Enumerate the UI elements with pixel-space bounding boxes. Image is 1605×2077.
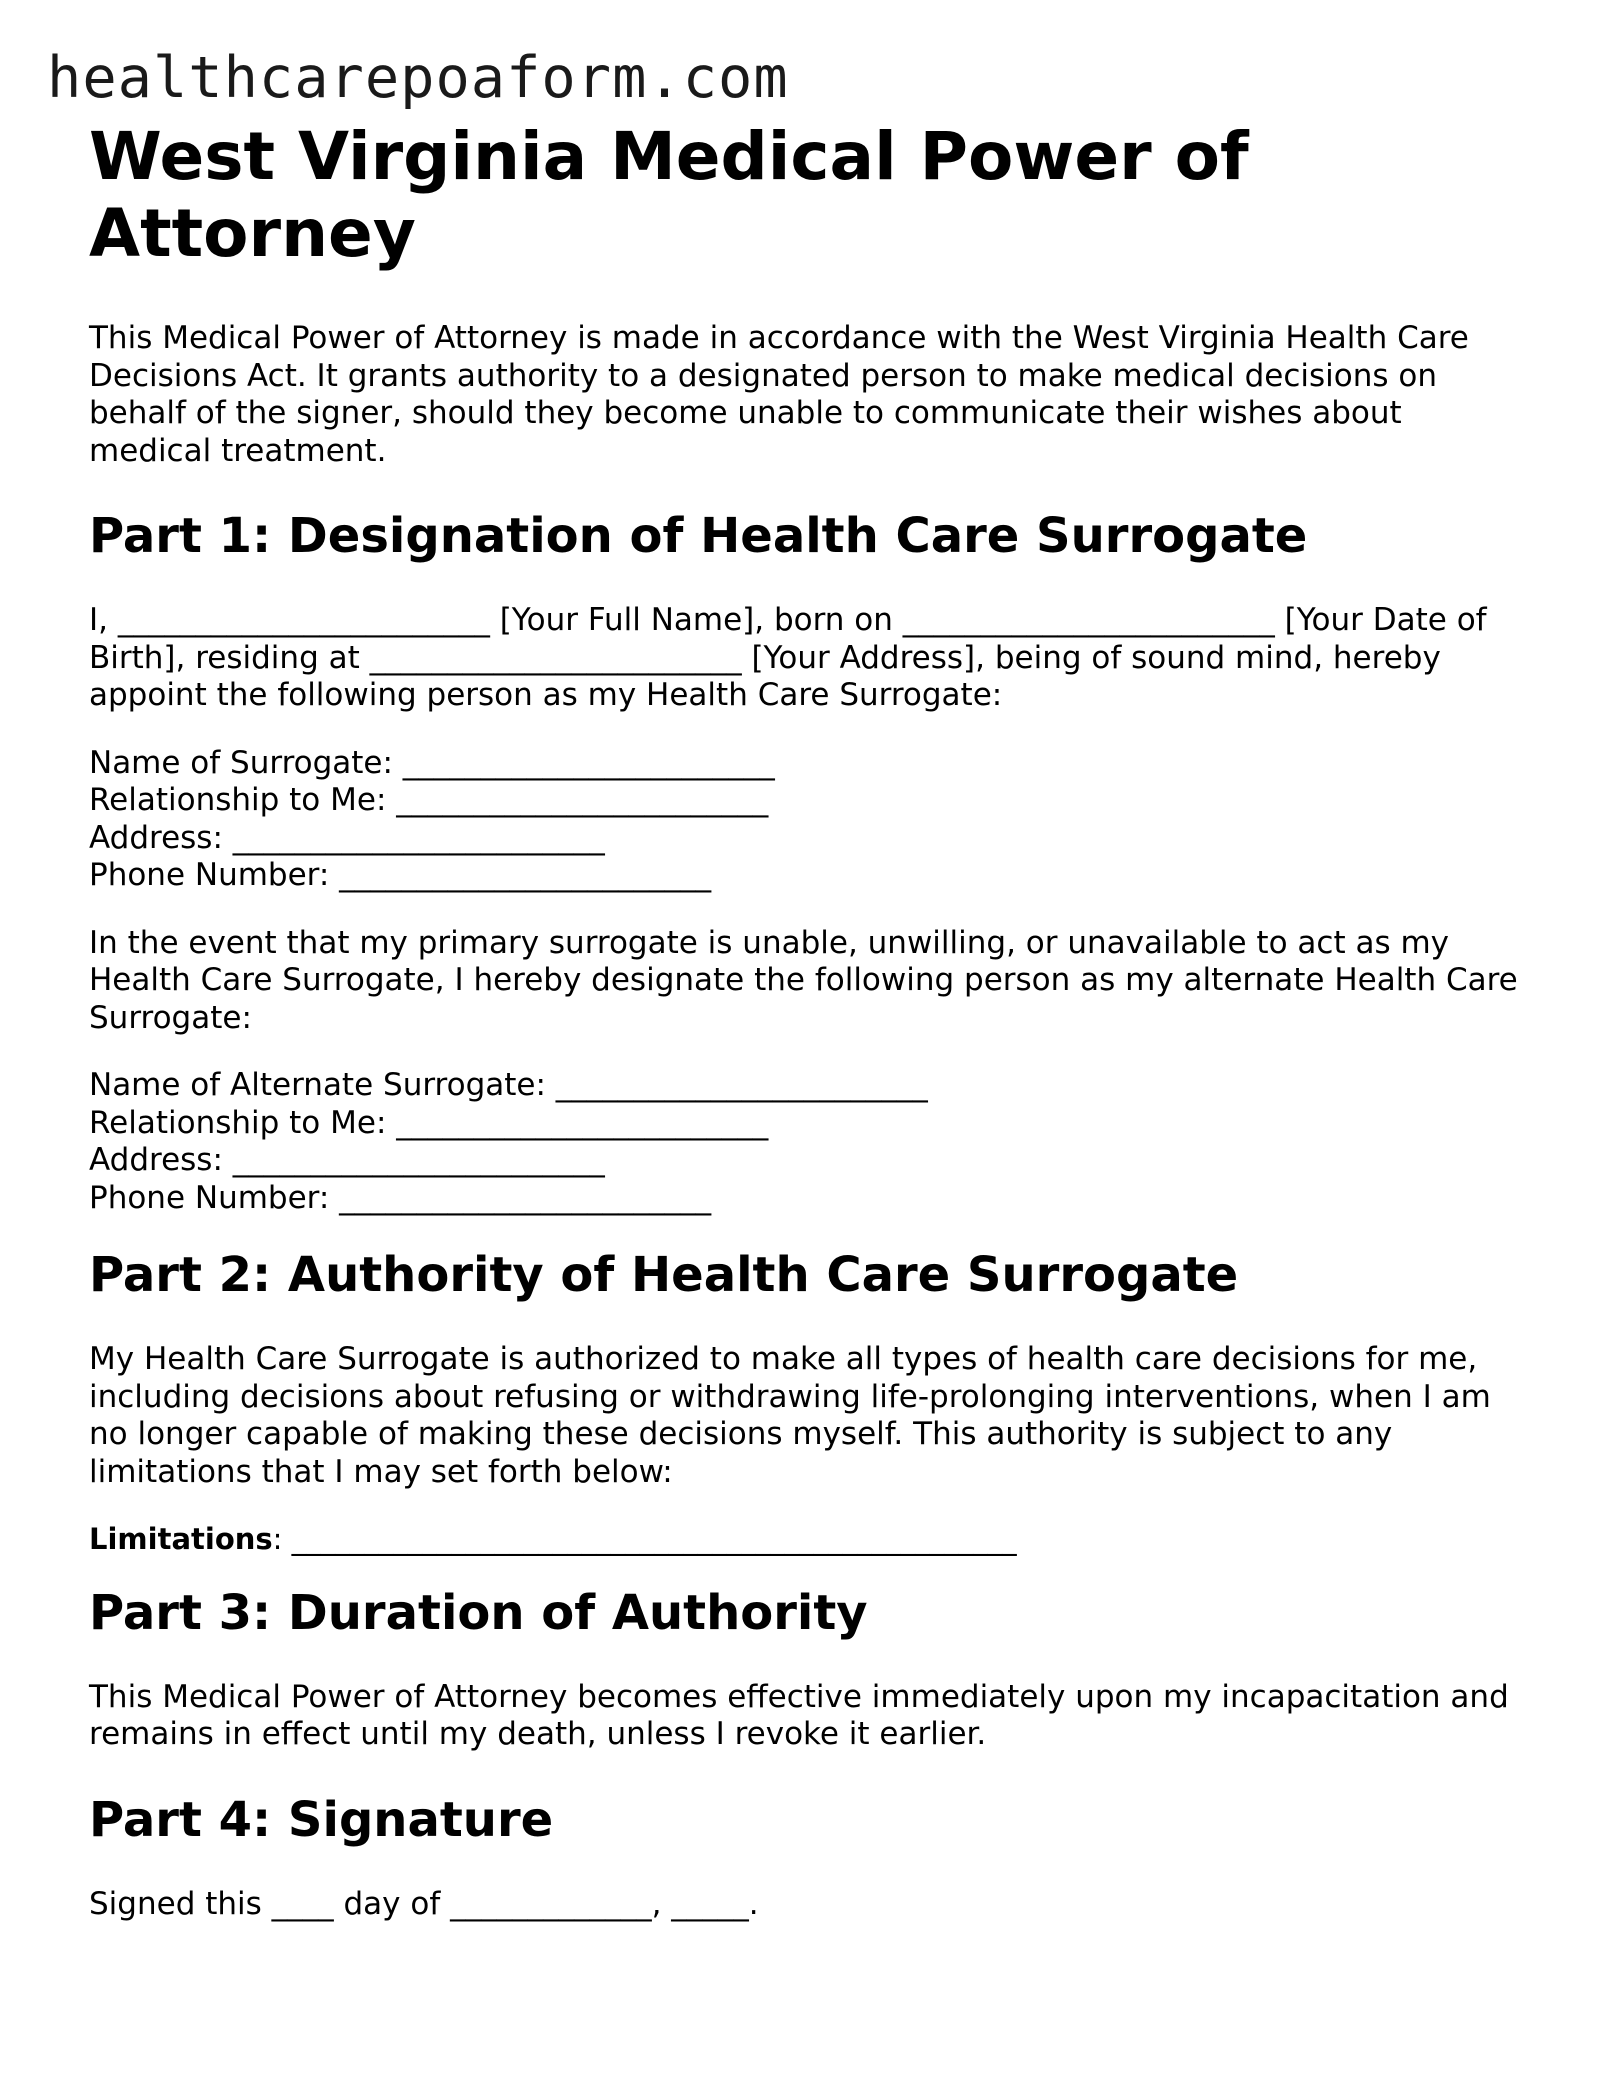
primary-surrogate-address-field[interactable]: Address: ________________________: [89, 819, 605, 856]
intro-paragraph: This Medical Power of Attorney is made in accordance with the West Virginia Health Care Decisions Act. It grants authority to a designated person to make medical decisions on behalf of the signer, should they become unable to communicate their wishes about medical treatment.: [89, 320, 1469, 469]
primary-surrogate-name-field[interactable]: Name of Surrogate: ________________________: [89, 744, 775, 781]
primary-surrogate-phone-field[interactable]: Phone Number: ________________________: [89, 857, 712, 893]
page-title: West Virginia Medical Power of Attorney: [89, 118, 1249, 272]
alternate-intro-paragraph: In the event that my primary surrogate is unable, unwilling, or unavailable to act as my Health Care Surrogate, I hereby designate the following person as my alternate Health Care Surrogate:: [89, 924, 1518, 1036]
duration-paragraph: This Medical Power of Attorney becomes effective immediately upon my incapacitation and remains in effect until my death, unless I revoke it earlier.: [89, 1678, 1509, 1752]
primary-surrogate-fields: [89, 745, 1529, 895]
authority-paragraph: My Health Care Surrogate is authorized to make all types of health care decisions for me, including decisions about refusing or withdrawing life-prolonging interventions, when I am no longer capable of making these decisions myself. This authority is subject to any limitations that I may set forth below:: [89, 1341, 1491, 1490]
part4-heading: Part 4: Signature: [89, 1791, 554, 1848]
document-page: [89, 118, 1529, 1923]
alternate-surrogate-address-field[interactable]: Address: ________________________: [89, 1142, 605, 1178]
limitations-line[interactable]: [89, 1521, 1529, 1559]
part1-heading: Part 1: Designation of Health Care Surrogate: [89, 508, 1308, 564]
primary-surrogate-relationship-field[interactable]: Relationship to Me: ________________________: [89, 782, 769, 818]
declaration-paragraph: I, ________________________ [Your Full Name], born on ________________________ [Your Date of Birth], residing at ________________________ [Your Address], being of sound mind, hereby appoint the following person as my Health Care Surrogate:: [89, 602, 1487, 713]
alternate-surrogate-fields: [89, 1067, 1529, 1217]
alternate-surrogate-name-field[interactable]: Name of Alternate Surrogate: ________________________: [89, 1067, 928, 1103]
limitations-label: Limitations: [89, 1522, 273, 1556]
alternate-surrogate-phone-field[interactable]: Phone Number: ________________________: [89, 1179, 712, 1216]
alternate-surrogate-relationship-field[interactable]: Relationship to Me: ________________________: [89, 1104, 769, 1141]
part2-heading: Part 2: Authority of Health Care Surrogate: [89, 1247, 1239, 1303]
part3-heading: Part 3: Duration of Authority: [89, 1584, 868, 1641]
limitations-blank[interactable]: : __________________________________________________: [272, 1522, 1017, 1556]
site-watermark: healthcarepoaform.com: [47, 45, 789, 111]
signed-line[interactable]: Signed this ____ day of _____________, _____.: [89, 1885, 759, 1922]
